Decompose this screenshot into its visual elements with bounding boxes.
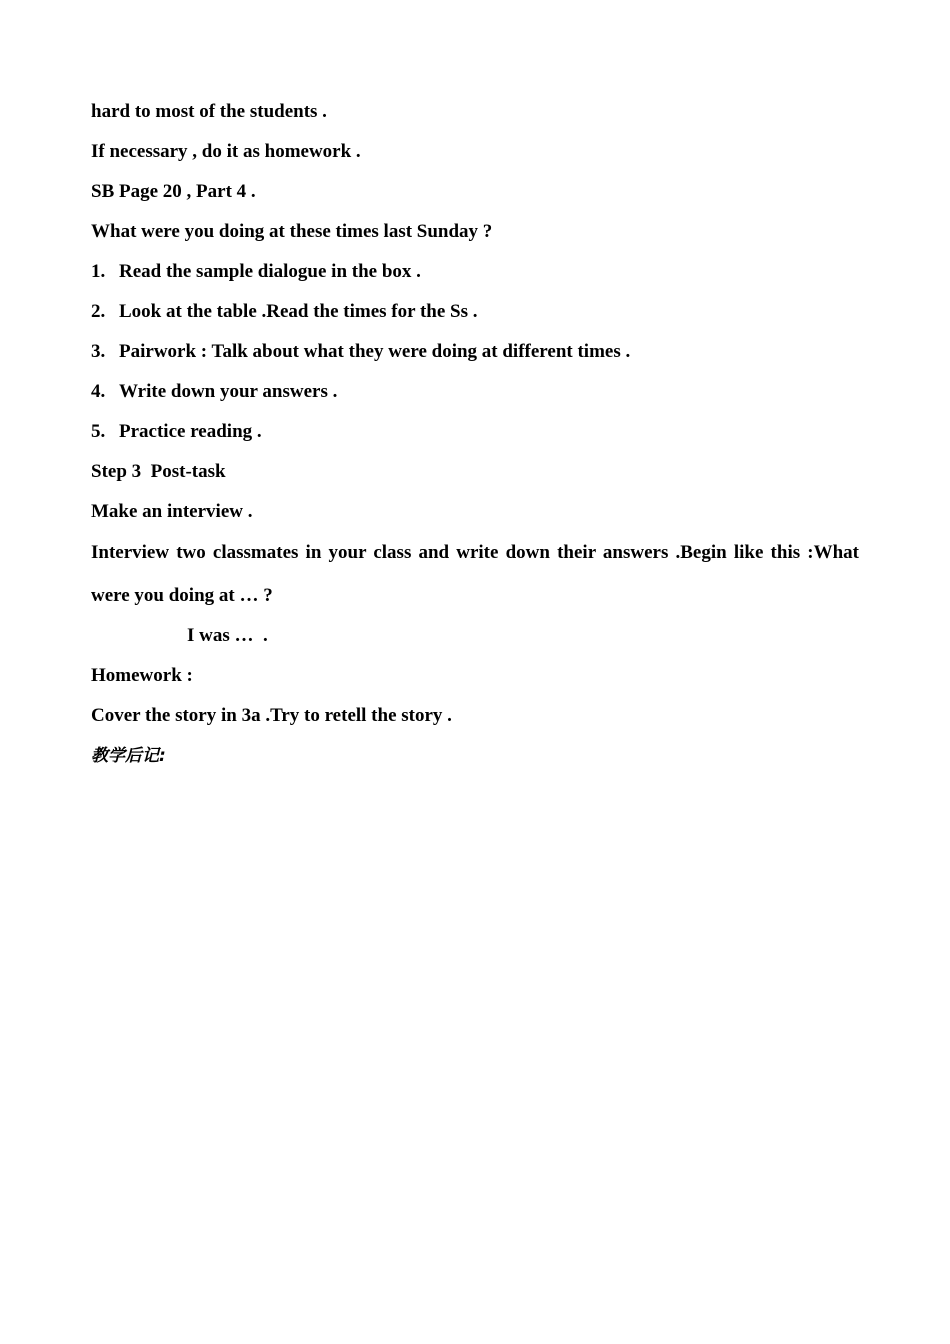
reflection-label: 教学后记: — [91, 746, 166, 766]
list-item — [91, 380, 859, 404]
homework-heading: Homework : — [91, 665, 193, 686]
list-number: 4. — [91, 381, 106, 402]
step-heading: Step 3 Post-task — [91, 461, 226, 482]
list-text: Read the sample dialogue in the box . — [119, 261, 421, 282]
list-text: Practice reading . — [119, 421, 262, 442]
text-line: hard to most of the students . — [91, 101, 327, 122]
list-number: 1. — [91, 261, 106, 282]
text-line: SB Page 20 , Part 4 . — [91, 181, 256, 202]
question-line: What were you doing at these times last Sunday ? — [91, 221, 493, 242]
answer-template: I was … . — [187, 625, 268, 646]
text-line: Make an interview . — [91, 501, 253, 522]
text-line: If necessary , do it as homework . — [91, 141, 361, 162]
document-body — [91, 100, 859, 784]
list-text: Write down your answers . — [119, 381, 338, 402]
interview-paragraph: Interview two classmates in your class and write down their answers .Begin like this :What were you doing at … ? — [91, 542, 859, 606]
list-text: Look at the table .Read the times for the Ss . — [119, 301, 478, 322]
list-item — [91, 340, 859, 364]
homework-text: Cover the story in 3a .Try to retell the story . — [91, 705, 452, 726]
list-text: Pairwork : Talk about what they were doing at different times . — [119, 341, 631, 362]
list-number: 3. — [91, 341, 106, 362]
list-number: 5. — [91, 421, 106, 442]
list-item — [91, 300, 859, 324]
list-item — [91, 260, 859, 284]
list-number: 2. — [91, 301, 106, 322]
list-item — [91, 420, 859, 444]
